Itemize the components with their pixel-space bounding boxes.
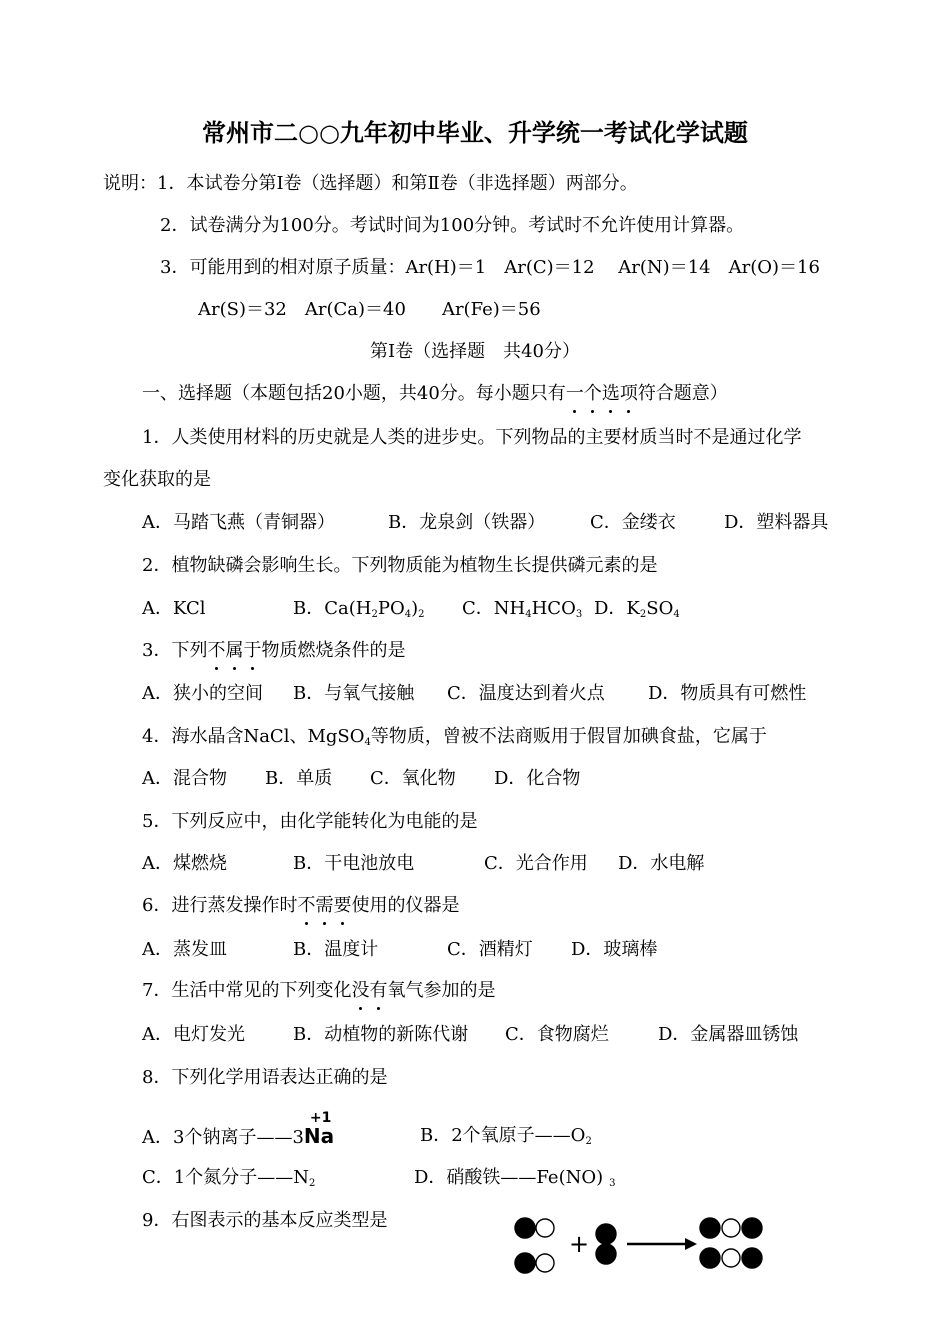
emphasis-char: 不	[297, 895, 316, 916]
q2-option-b: B．$Ca(H_2PO_4)_2$	[293, 598, 425, 620]
q3-option-b: B．与氧气接触	[293, 683, 415, 704]
q9-stem: 9．右图表示的基本反应类型是	[142, 1210, 388, 1231]
q1-options	[0, 511, 950, 535]
note-2: 2．试卷满分为100分。考试时间为100分钟。考试时不允许使用计算器。	[160, 215, 745, 236]
atom-black	[515, 1218, 535, 1238]
q5-options	[0, 852, 950, 876]
emphasis-char: 项	[619, 383, 638, 404]
emphasis-char: 不	[207, 640, 226, 661]
emphasis-char: 要	[333, 895, 352, 916]
atom-black	[596, 1244, 616, 1264]
q6-options	[0, 938, 950, 962]
part-1-heading: 一、选择题（本题包括20小题，共40分。每小题只有一个选项符合题意）	[142, 383, 728, 404]
q2-option-d: D．$K_2SO_4$	[594, 598, 680, 620]
plus-sign: +	[569, 1230, 590, 1258]
atom-black	[700, 1218, 720, 1238]
q4-option-c: C．氧化物	[370, 768, 456, 789]
q6-option-b: B．温度计	[293, 939, 379, 960]
q7-option-b: B．动植物的新陈代谢	[293, 1024, 469, 1045]
q1-stem-line-1: 1．人类使用材料的历史就是人类的进步史。下列物品的主要材质当时不是通过化学	[142, 427, 802, 448]
q7-stem: 7．生活中常见的下列变化没有氧气参加的是	[142, 980, 496, 1001]
q2-stem: 2．植物缺磷会影响生长。下列物质能为植物生长提供磷元素的是	[142, 555, 658, 576]
q2-options	[0, 597, 950, 621]
q4-options	[0, 767, 950, 791]
q5-option-b: B．干电池放电	[293, 853, 415, 874]
q5-option-a: A．煤燃烧	[142, 853, 227, 874]
emphasis-char: 需	[315, 895, 334, 916]
q8-options-cd	[0, 1166, 950, 1190]
emphasis-char: 个	[583, 383, 602, 404]
q3-option-a: A．狭小的空间	[142, 683, 263, 704]
q8-options-ab	[0, 1110, 950, 1148]
q3-options	[0, 682, 950, 706]
q2-option-c: C．$NH_4HCO_3$	[462, 598, 583, 620]
note-4: Ar(S)＝32 Ar(Ca)＝40 Ar(Fe)＝56	[198, 299, 541, 320]
atom-white	[722, 1249, 740, 1267]
emphasis-char: 一	[565, 383, 584, 404]
exam-title: 常州市二○○九年初中毕业、升学统一考试化学试题	[202, 119, 748, 147]
q8-option-b: B．2个氧原子$——O_2$	[420, 1125, 592, 1147]
note-1: 说明：1．本试卷分第Ⅰ卷（选择题）和第Ⅱ卷（非选择题）两部分。	[103, 173, 638, 194]
atom-black	[596, 1224, 616, 1244]
q7-options	[0, 1023, 950, 1047]
reaction-arrow-head	[685, 1238, 697, 1250]
q6-option-a: A．蒸发皿	[142, 939, 227, 960]
emphasis-char: 属	[225, 640, 244, 661]
charge-label: +1	[309, 1110, 332, 1126]
atom-black	[515, 1253, 535, 1273]
q1-option-d: D．塑料器具	[724, 512, 829, 533]
atom-black	[742, 1218, 762, 1238]
q1-option-b: B．龙泉剑（铁器）	[388, 512, 546, 533]
note-3: 3．可能用到的相对原子质量：Ar(H)＝1 Ar(C)＝12 Ar(N)＝14 Ar(O)＝16	[160, 257, 820, 278]
emphasis-char: 有	[369, 980, 388, 1001]
q8-option-c: C．1个氮分子$——N_2$	[142, 1167, 316, 1189]
q6-option-d: D．玻璃棒	[571, 939, 658, 960]
emphasis-char: 没	[351, 980, 370, 1001]
sodium-symbol: Na	[303, 1124, 335, 1148]
q4-stem: 4．海水晶含NaCl、MgSO$_4$等物质，曾被不法商贩用于假冒加碘食盐，它属于	[142, 726, 767, 748]
q8-option-a: A．3个钠离子——3 +1 Na	[142, 1124, 334, 1150]
q5-stem: 5．下列反应中，由化学能转化为电能的是	[142, 811, 478, 832]
q4-option-d: D．化合物	[494, 768, 581, 789]
q6-option-c: C．酒精灯	[447, 939, 533, 960]
q7-option-d: D．金属器皿锈蚀	[658, 1024, 799, 1045]
q8-stem: 8．下列化学用语表达正确的是	[142, 1067, 388, 1088]
q8-option-d: D．硝酸铁——Fe(NO) $_3$	[414, 1167, 616, 1189]
q6-stem: 6．进行蒸发操作时不需要使用的仪器是	[142, 895, 460, 916]
q3-option-c: C．温度达到着火点	[447, 683, 605, 704]
atom-white	[722, 1219, 740, 1237]
q1-option-c: C．金缕衣	[590, 512, 676, 533]
atom-white	[536, 1219, 554, 1237]
q2-option-a: A．KCl	[142, 598, 206, 619]
emphasis-char: 选	[601, 383, 620, 404]
reaction-diagram-svg	[505, 1210, 775, 1282]
q3-option-d: D．物质具有可燃性	[648, 683, 807, 704]
q5-option-d: D．水电解	[618, 853, 705, 874]
reaction-diagram	[505, 1210, 775, 1287]
section-title: 第Ⅰ卷（选择题 共40分）	[369, 341, 580, 362]
q4-option-b: B．单质	[265, 768, 333, 789]
q3-stem: 3．下列不属于物质燃烧条件的是	[142, 640, 406, 661]
q5-option-c: C．光合作用	[484, 853, 588, 874]
emphasis-char: 于	[243, 640, 262, 661]
atom-white	[536, 1254, 554, 1272]
q4-option-a: A．混合物	[142, 768, 227, 789]
q1-option-a: A．马踏飞燕（青铜器）	[142, 512, 335, 533]
q1-stem-line-2: 变化获取的是	[103, 469, 211, 490]
atom-black	[700, 1248, 720, 1268]
atom-black	[742, 1248, 762, 1268]
q7-option-a: A．电灯发光	[142, 1024, 245, 1045]
q7-option-c: C．食物腐烂	[505, 1024, 609, 1045]
